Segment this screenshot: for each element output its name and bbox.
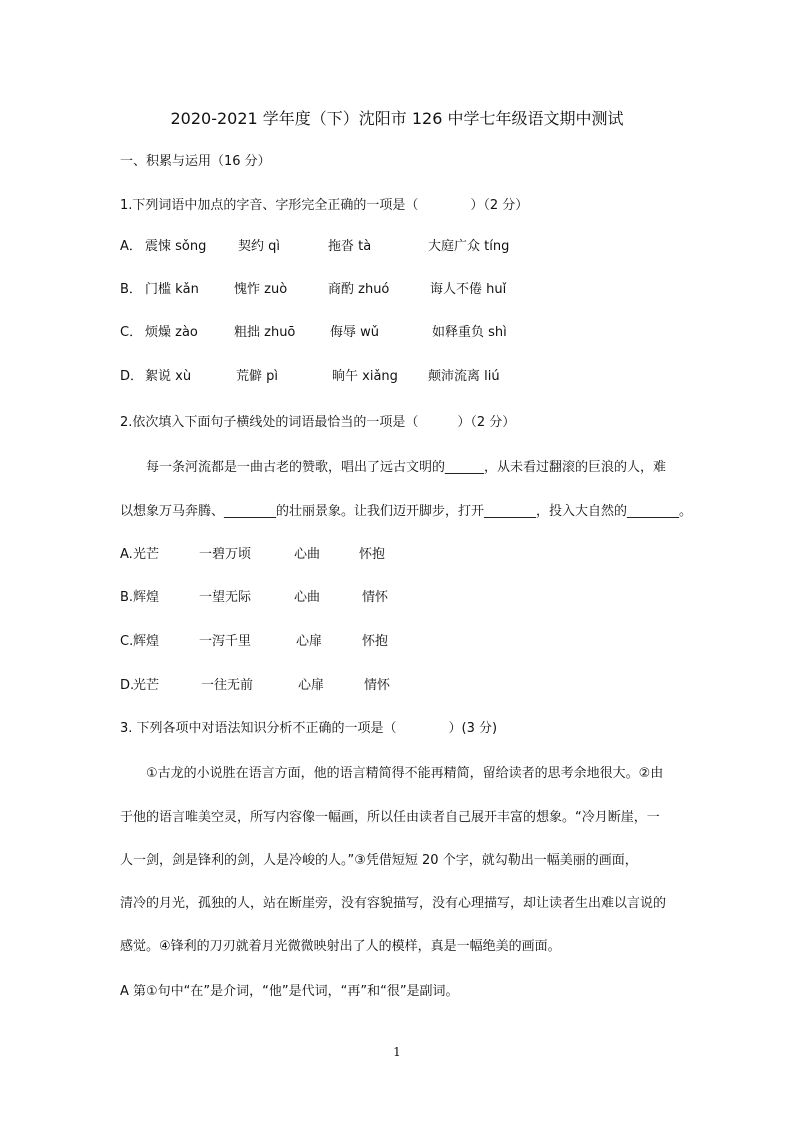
question-3-option-a: A 第①句中“在”是介词，“他”是代词，“再”和“很”是副词。 <box>120 984 459 999</box>
option-word: 一往无前 <box>201 678 254 693</box>
question-2-passage-line: 每一条河流都是一曲古老的赞歌，唱出了远古文明的______，从未看过翻滚的巨浪的人，难 <box>146 460 667 475</box>
question-3-passage-line: 感觉。④锋利的刀刃就着月光微微映射出了人的模样，真是一幅绝美的画面。 <box>120 939 561 954</box>
option-word: 大庭广众 tíng <box>428 239 510 254</box>
option-label: B． <box>120 282 142 297</box>
exam-title: 2020-2021 学年度（下）沈阳市 126 中学七年级语文期中测试 <box>170 109 624 128</box>
page-number: 1 <box>393 1045 401 1059</box>
question-3-passage-line: ①古龙的小说胜在语言方面，他的语言精简得不能再精简，留给读者的思考余地很大。②由 <box>146 766 664 781</box>
option-label: D． <box>120 369 144 384</box>
option-label: D. <box>120 678 135 693</box>
option-word: 侮辱 wǔ <box>330 325 380 340</box>
question-3-passage-line: 清冷的月光，孤独的人，站在断崖旁，没有容貌描写，没有心理描写，却让读者生出难以言说的 <box>120 896 667 911</box>
option-label: B. <box>120 590 134 605</box>
option-word: 烦燥 zào <box>145 325 198 340</box>
option-word: 晌午 xiǎng <box>332 369 398 384</box>
option-word: 拖沓 tà <box>328 239 372 254</box>
option-word: 光芒 <box>133 547 160 562</box>
option-label: A． <box>120 239 142 254</box>
question-3-stem: 3. 下列各项中对语法知识分析不正确的一项是（ ）(3 分) <box>120 721 498 736</box>
option-word: 契约 qì <box>238 239 280 254</box>
option-word: 颠沛流离 liú <box>428 369 500 384</box>
option-word: 诲人不倦 huǐ <box>430 282 507 297</box>
option-word: 一泻千里 <box>199 634 252 649</box>
option-word: 心曲 <box>294 547 321 562</box>
option-label: C． <box>120 325 143 340</box>
option-word: 心扉 <box>298 678 325 693</box>
option-label: C. <box>120 634 134 649</box>
option-word: 辉煌 <box>133 590 160 605</box>
option-word: 心曲 <box>294 590 321 605</box>
option-word: 絮说 xù <box>145 369 192 384</box>
option-word: 怀抱 <box>359 547 386 562</box>
option-label: A. <box>120 547 133 562</box>
option-word: 一望无际 <box>199 590 252 605</box>
option-word: 如释重负 shì <box>432 325 507 340</box>
section-heading: 一、积累与运用（16 分） <box>120 154 271 169</box>
option-word: 怀抱 <box>362 634 389 649</box>
option-word: 震悚 sǒng <box>145 239 207 254</box>
option-word: 光芒 <box>133 678 160 693</box>
option-word: 粗拙 zhuō <box>234 325 296 340</box>
question-2-passage-line: 以想象万马奔腾、________的壮丽景象。让我们迈开脚步，打开________，投入大自然的________。 <box>120 504 693 519</box>
option-word: 情怀 <box>362 590 389 605</box>
question-2-stem: 2.依次填入下面句子横线处的词语最恰当的一项是（ ）（2 分） <box>120 415 516 430</box>
option-word: 门槛 kǎn <box>145 282 199 297</box>
option-word: 商酌 zhuó <box>328 282 390 297</box>
option-word: 辉煌 <box>133 634 160 649</box>
option-word: 愧怍 zuò <box>234 282 288 297</box>
question-1-stem: 1.下列词语中加点的字音、字形完全正确的一项是（ ）（2 分） <box>120 198 529 213</box>
option-word: 心扉 <box>296 634 323 649</box>
question-3-passage-line: 于他的语言唯美空灵，所写内容像一幅画，所以任由读者自己展开丰富的想象。“冷月断崖，一 <box>120 810 660 825</box>
option-word: 一碧万顷 <box>199 547 252 562</box>
option-word: 情怀 <box>364 678 391 693</box>
option-word: 荒僻 pì <box>236 369 278 384</box>
question-3-passage-line: 人一剑，剑是锋利的剑，人是冷峻的人。”③凭借短短 20 个字，就勾勒出一幅美丽的画面， <box>120 853 638 868</box>
